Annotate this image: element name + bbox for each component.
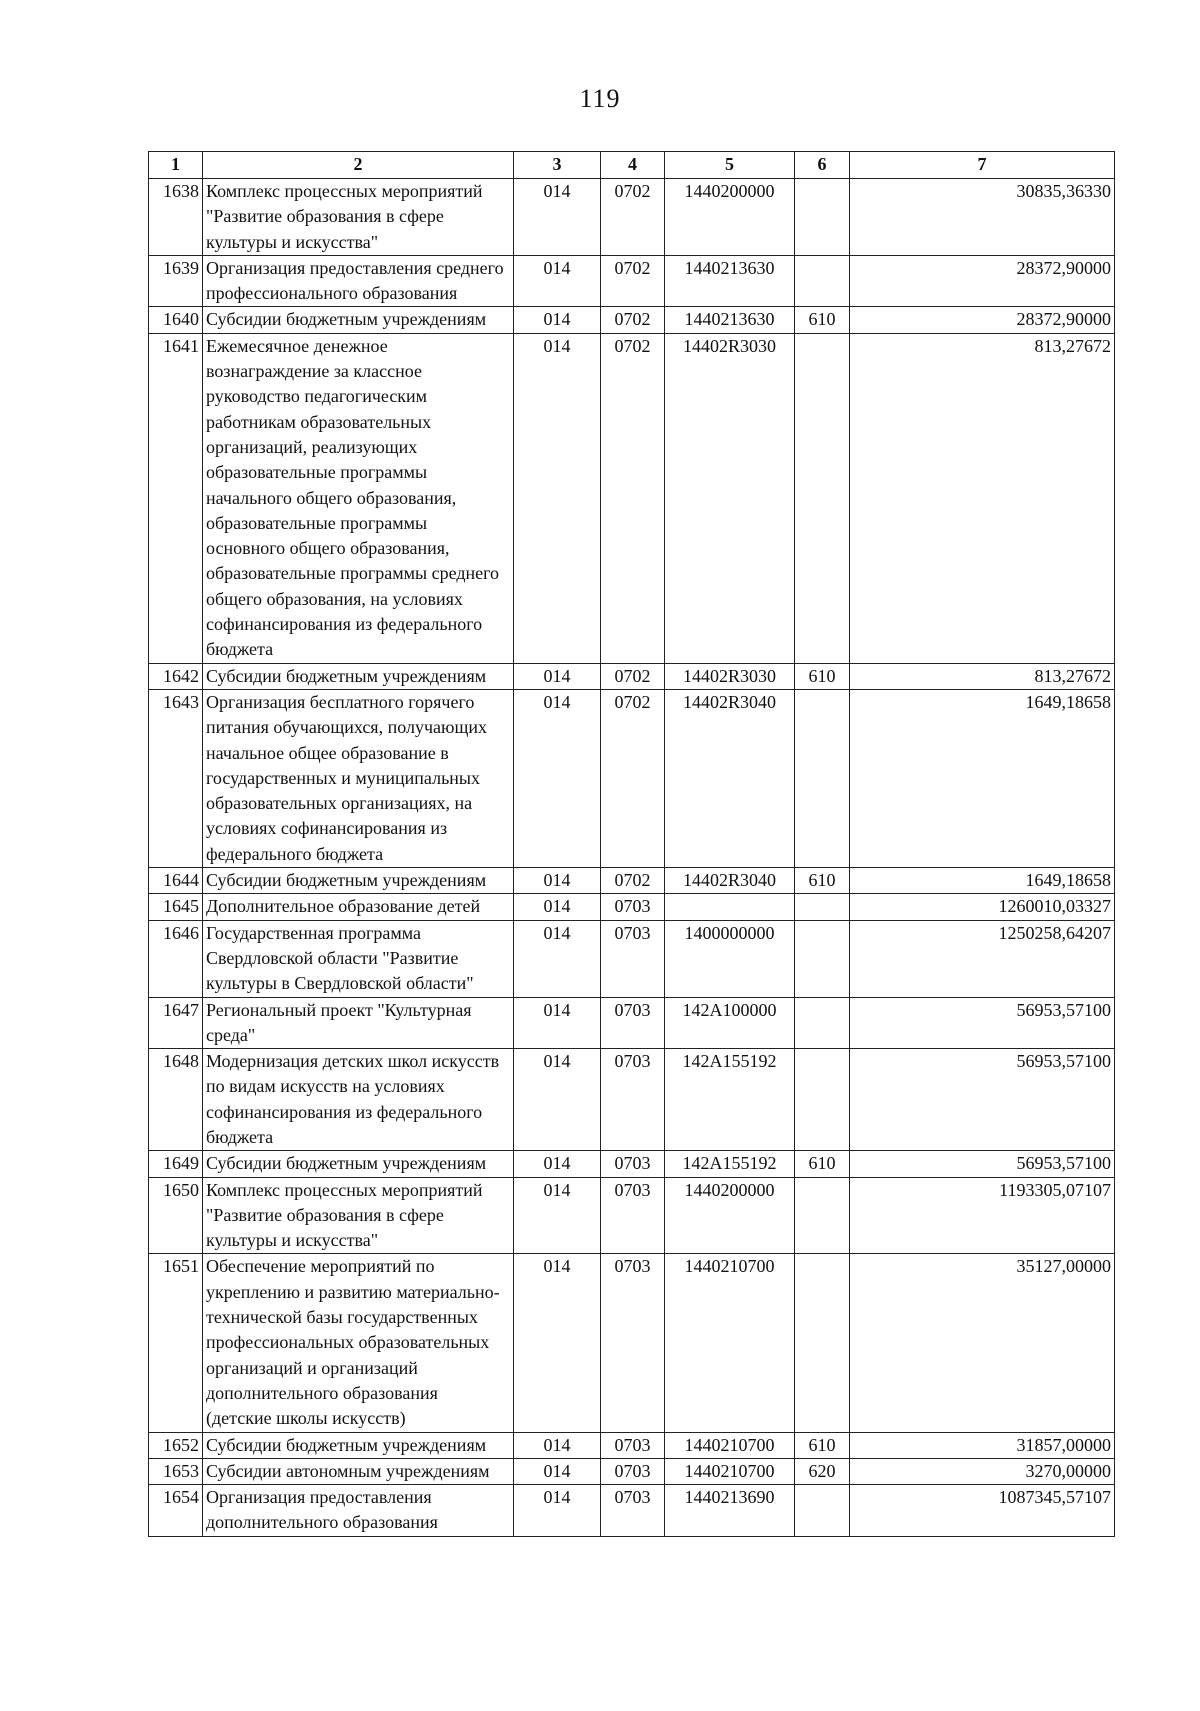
row-number-cell: 1651: [149, 1254, 203, 1432]
section-code-cell: 0702: [601, 663, 665, 689]
amount-cell: 1193305,07107: [850, 1177, 1115, 1254]
item-name-line: государственных и муниципальных: [206, 767, 480, 788]
column-header-2: 2: [203, 152, 514, 179]
ministry-code-cell: 014: [514, 868, 601, 894]
table-row: [149, 868, 1115, 894]
item-name-line: дополнительного образования: [206, 1382, 438, 1403]
section-code-cell: 0702: [601, 179, 665, 256]
column-header-6: 6: [795, 152, 850, 179]
target-code-cell: 1440213630: [665, 255, 795, 307]
expense-type-cell: 610: [795, 1151, 850, 1177]
section-code-cell: 0703: [601, 894, 665, 920]
ministry-code-cell: 014: [514, 255, 601, 307]
row-number-cell: 1638: [149, 179, 203, 256]
item-name-line: "Развитие образования в сфере: [206, 1204, 444, 1225]
item-name-line: Ежемесячное денежное: [206, 335, 388, 356]
row-number-cell: 1641: [149, 333, 203, 663]
item-name-line: Субсидии бюджетным учреждениям: [206, 1434, 487, 1455]
row-number-cell: 1640: [149, 307, 203, 333]
expense-type-cell: [795, 255, 850, 307]
expense-type-cell: 620: [795, 1458, 850, 1484]
section-code-cell: 0702: [601, 868, 665, 894]
section-code-cell: 0703: [601, 1254, 665, 1432]
expense-type-cell: [795, 689, 850, 867]
item-name-line: Субсидии бюджетным учреждениям: [206, 1153, 487, 1174]
amount-cell: 1649,18658: [850, 868, 1115, 894]
item-name-cell: [203, 179, 514, 256]
row-number-cell: 1654: [149, 1485, 203, 1537]
item-name-line: Субсидии автономным учреждениям: [206, 1460, 490, 1481]
item-name-cell: [203, 1254, 514, 1432]
row-number-cell: 1653: [149, 1458, 203, 1484]
table-row: [149, 997, 1115, 1049]
expense-type-cell: [795, 1049, 850, 1151]
item-name-line: Комплекс процессных мероприятий: [206, 181, 483, 201]
item-name-line: укреплению и развитию материально-: [206, 1281, 500, 1302]
target-code-cell: 1440210700: [665, 1254, 795, 1432]
item-name-line: основного общего образования,: [206, 538, 450, 559]
item-name-line: образовательные программы: [206, 462, 428, 483]
item-name-line: Комплекс процессных мероприятий: [206, 1179, 483, 1200]
table-row: [149, 1254, 1115, 1432]
table-row: [149, 1049, 1115, 1151]
target-code-cell: 1440200000: [665, 179, 795, 256]
table-row: [149, 1432, 1115, 1458]
table-row: [149, 894, 1115, 920]
column-header-4: 4: [601, 152, 665, 179]
item-name-line: питания обучающихся, получающих: [206, 717, 487, 738]
expense-type-cell: [795, 1177, 850, 1254]
amount-cell: 31857,00000: [850, 1432, 1115, 1458]
column-header-7: 7: [850, 152, 1115, 179]
item-name-cell: [203, 1151, 514, 1177]
row-number-cell: 1647: [149, 997, 203, 1049]
amount-cell: 56953,57100: [850, 1049, 1115, 1151]
ministry-code-cell: 014: [514, 1254, 601, 1432]
target-code-cell: 14402R3040: [665, 868, 795, 894]
amount-cell: 28372,90000: [850, 255, 1115, 307]
expense-type-cell: [795, 1254, 850, 1432]
table-row: [149, 689, 1115, 867]
item-name-cell: [203, 868, 514, 894]
target-code-cell: 1440213690: [665, 1485, 795, 1537]
target-code-cell: 1440200000: [665, 1177, 795, 1254]
amount-cell: 1250258,64207: [850, 920, 1115, 997]
target-code-cell: 1440210700: [665, 1432, 795, 1458]
item-name-line: Свердловской области "Развитие: [206, 947, 459, 968]
ministry-code-cell: 014: [514, 1458, 601, 1484]
item-name-line: работникам образовательных: [206, 411, 432, 432]
item-name-line: вознаграждение за классное: [206, 361, 422, 382]
item-name-line: софинансирования из федерального: [206, 614, 483, 635]
target-code-cell: 142A100000: [665, 997, 795, 1049]
section-code-cell: 0703: [601, 1049, 665, 1151]
amount-cell: 30835,36330: [850, 179, 1115, 256]
row-number-cell: 1639: [149, 255, 203, 307]
ministry-code-cell: 014: [514, 1177, 601, 1254]
item-name-cell: [203, 663, 514, 689]
table-body: [149, 179, 1115, 1537]
expense-type-cell: 610: [795, 307, 850, 333]
table-row: [149, 179, 1115, 256]
amount-cell: 813,27672: [850, 333, 1115, 663]
item-name-line: Организация предоставления среднего: [206, 257, 504, 278]
expense-type-cell: [795, 333, 850, 663]
ministry-code-cell: 014: [514, 997, 601, 1049]
row-number-cell: 1643: [149, 689, 203, 867]
item-name-line: условиях софинансирования из: [206, 818, 448, 839]
item-name-line: профессиональных образовательных: [206, 1332, 490, 1353]
target-code-cell: 1400000000: [665, 920, 795, 997]
amount-cell: 1087345,57107: [850, 1485, 1115, 1537]
table-row: [149, 1151, 1115, 1177]
item-name-line: культуры и искусства": [206, 231, 379, 252]
item-name-line: Субсидии бюджетным учреждениям: [206, 665, 487, 686]
row-number-cell: 1649: [149, 1151, 203, 1177]
amount-cell: 56953,57100: [850, 997, 1115, 1049]
item-name-line: федерального бюджета: [206, 843, 384, 864]
table-row: [149, 333, 1115, 663]
column-header-3: 3: [514, 152, 601, 179]
section-code-cell: 0703: [601, 1458, 665, 1484]
section-code-cell: 0703: [601, 1151, 665, 1177]
amount-cell: 56953,57100: [850, 1151, 1115, 1177]
item-name-line: бюджета: [206, 639, 274, 660]
row-number-cell: 1642: [149, 663, 203, 689]
expense-type-cell: [795, 997, 850, 1049]
ministry-code-cell: 014: [514, 333, 601, 663]
expense-type-cell: [795, 920, 850, 997]
table-row: [149, 663, 1115, 689]
expense-type-cell: 610: [795, 1432, 850, 1458]
ministry-code-cell: 014: [514, 307, 601, 333]
section-code-cell: 0703: [601, 920, 665, 997]
item-name-line: Дополнительное образование детей: [206, 896, 481, 917]
table-header-row: [149, 152, 1115, 179]
item-name-cell: [203, 997, 514, 1049]
ministry-code-cell: 014: [514, 689, 601, 867]
ministry-code-cell: 014: [514, 1485, 601, 1537]
expense-type-cell: [795, 1485, 850, 1537]
budget-table: [148, 151, 1115, 1537]
row-number-cell: 1648: [149, 1049, 203, 1151]
section-code-cell: 0702: [601, 689, 665, 867]
item-name-line: Субсидии бюджетным учреждениям: [206, 309, 487, 330]
item-name-cell: [203, 689, 514, 867]
item-name-line: Организация бесплатного горячего: [206, 691, 475, 712]
item-name-line: Региональный проект "Культурная: [206, 999, 472, 1020]
section-code-cell: 0703: [601, 997, 665, 1049]
row-number-cell: 1652: [149, 1432, 203, 1458]
item-name-line: образовательные программы среднего: [206, 563, 500, 584]
section-code-cell: 0702: [601, 333, 665, 663]
target-code-cell: 1440210700: [665, 1458, 795, 1484]
expense-type-cell: [795, 179, 850, 256]
item-name-line: среда": [206, 1024, 256, 1045]
item-name-line: начальное общее образование в: [206, 742, 449, 763]
item-name-line: образовательных организациях, на: [206, 793, 473, 814]
table-row: [149, 920, 1115, 997]
ministry-code-cell: 014: [514, 1049, 601, 1151]
section-code-cell: 0702: [601, 255, 665, 307]
item-name-line: организаций, реализующих: [206, 436, 418, 457]
item-name-cell: [203, 1432, 514, 1458]
target-code-cell: 14402R3040: [665, 689, 795, 867]
item-name-cell: [203, 1049, 514, 1151]
ministry-code-cell: 014: [514, 1151, 601, 1177]
target-code-cell: 1440213630: [665, 307, 795, 333]
table-row: [149, 1485, 1115, 1537]
item-name-line: профессионального образования: [206, 283, 458, 304]
amount-cell: 1260010,03327: [850, 894, 1115, 920]
item-name-line: культуры и искусства": [206, 1230, 379, 1251]
item-name-line: софинансирования из федерального: [206, 1101, 483, 1122]
target-code-cell: [665, 894, 795, 920]
amount-cell: 3270,00000: [850, 1458, 1115, 1484]
item-name-line: Модернизация детских школ искусств: [206, 1051, 500, 1072]
item-name-line: Субсидии бюджетным учреждениям: [206, 870, 487, 891]
target-code-cell: 142A155192: [665, 1049, 795, 1151]
item-name-cell: [203, 920, 514, 997]
row-number-cell: 1644: [149, 868, 203, 894]
table-row: [149, 255, 1115, 307]
row-number-cell: 1646: [149, 920, 203, 997]
item-name-cell: [203, 1485, 514, 1537]
item-name-line: технической базы государственных: [206, 1307, 478, 1328]
item-name-cell: [203, 333, 514, 663]
expense-type-cell: 610: [795, 663, 850, 689]
ministry-code-cell: 014: [514, 920, 601, 997]
item-name-cell: [203, 307, 514, 333]
table-row: [149, 1177, 1115, 1254]
expense-type-cell: [795, 894, 850, 920]
item-name-cell: [203, 255, 514, 307]
row-number-cell: 1650: [149, 1177, 203, 1254]
item-name-line: (детские школы искусств): [206, 1408, 406, 1429]
item-name-line: Обеспечение мероприятий по: [206, 1256, 435, 1277]
column-header-5: 5: [665, 152, 795, 179]
target-code-cell: 14402R3030: [665, 333, 795, 663]
item-name-line: "Развитие образования в сфере: [206, 206, 444, 227]
item-name-line: дополнительного образования: [206, 1512, 438, 1533]
item-name-line: по видам искусств на условиях: [206, 1076, 445, 1097]
target-code-cell: 142A155192: [665, 1151, 795, 1177]
amount-cell: 813,27672: [850, 663, 1115, 689]
item-name-line: бюджета: [206, 1126, 274, 1147]
amount-cell: 28372,90000: [850, 307, 1115, 333]
section-code-cell: 0703: [601, 1177, 665, 1254]
section-code-cell: 0702: [601, 307, 665, 333]
table-row: [149, 307, 1115, 333]
section-code-cell: 0703: [601, 1485, 665, 1537]
section-code-cell: 0703: [601, 1432, 665, 1458]
table-row: [149, 1458, 1115, 1484]
item-name-cell: [203, 1458, 514, 1484]
page-number: 119: [579, 84, 621, 113]
item-name-line: начального общего образования,: [206, 487, 457, 508]
item-name-line: культуры в Свердловской области": [206, 973, 474, 994]
row-number-cell: 1645: [149, 894, 203, 920]
item-name-line: руководство педагогическим: [206, 386, 428, 407]
item-name-line: организаций и организаций: [206, 1357, 418, 1378]
ministry-code-cell: 014: [514, 894, 601, 920]
item-name-line: Государственная программа: [206, 922, 421, 943]
ministry-code-cell: 014: [514, 179, 601, 256]
target-code-cell: 14402R3030: [665, 663, 795, 689]
item-name-line: образовательные программы: [206, 512, 428, 533]
column-header-1: 1: [149, 152, 203, 179]
item-name-line: общего образования, на условиях: [206, 588, 463, 609]
item-name-cell: [203, 894, 514, 920]
ministry-code-cell: 014: [514, 1432, 601, 1458]
item-name-line: Организация предоставления: [206, 1487, 432, 1508]
expense-type-cell: 610: [795, 868, 850, 894]
amount-cell: 35127,00000: [850, 1254, 1115, 1432]
amount-cell: 1649,18658: [850, 689, 1115, 867]
item-name-cell: [203, 1177, 514, 1254]
ministry-code-cell: 014: [514, 663, 601, 689]
